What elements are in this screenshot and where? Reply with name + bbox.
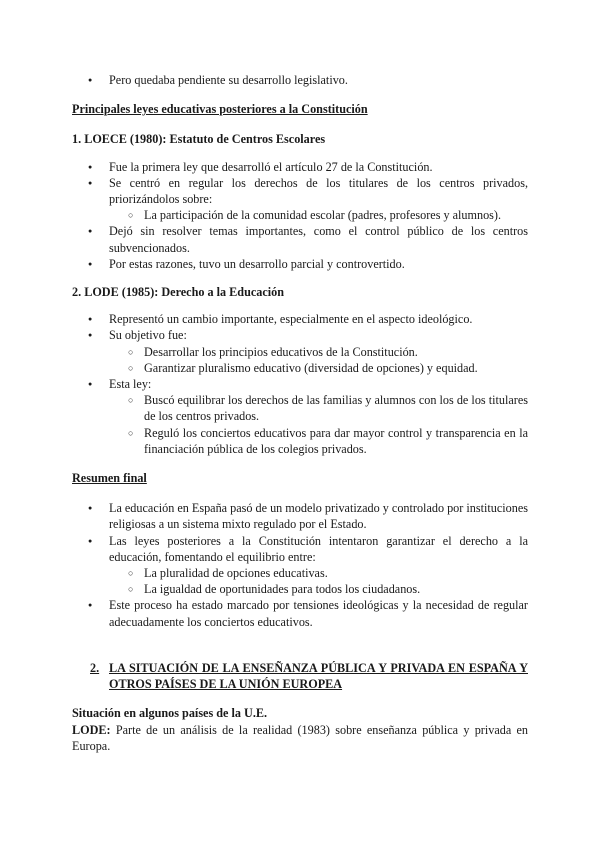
list-item: ● La educación en España pasó de un modelo privatizado y controlado por instituciones religiosas a un sistema mixto regulado por el Estado. — [72, 500, 528, 532]
loece-title: 1. LOECE (1980): Estatuto de Centros Escolares — [72, 132, 326, 147]
sub-list-item: ○ La participación de la comunidad escolar (padres, profesores y alumnos). — [72, 207, 528, 223]
intro-list — [72, 72, 528, 88]
lode-paragraph — [72, 722, 528, 754]
list-item: ● Este proceso ha estado marcado por tensiones ideológicas y la necesidad de regular adecuadamente los conciertos educativos. — [72, 597, 528, 629]
sub-list-item: ○ Buscó equilibrar los derechos de las familias y alumnos con los de los titulares de los centros privados. — [72, 392, 528, 424]
sub-list-item: ○ Garantizar pluralismo educativo (diversidad de opciones) y equidad. — [72, 360, 528, 376]
section-heading-resumen: Resumen final — [72, 471, 147, 486]
loece-list — [72, 159, 528, 272]
section-number: 2. — [90, 660, 100, 675]
sub-list-item: ○ La igualdad de oportunidades para todos los ciudadanos. — [72, 581, 528, 597]
list-item: ● Por estas razones, tuvo un desarrollo parcial y controvertido. — [72, 256, 528, 272]
lode-list — [72, 311, 528, 457]
section-2-heading — [72, 660, 528, 692]
list-item: ● Su objetivo fue: ○ Desarrollar los principios educativos de la Constitución. ○ Garantizar pluralismo educativo (diversidad de opciones) y equidad. — [72, 327, 528, 376]
lode-title: 2. LODE (1985): Derecho a la Educación — [72, 285, 285, 300]
list-item: ● Esta ley: ○ Buscó equilibrar los derechos de las familias y alumnos con los de los titulares de los centros privados. ○ Reguló los conciertos educativos para dar mayor control y transparencia en la financiación pública de los colegios privados. — [72, 376, 528, 457]
section-title: LA SITUACIÓN DE LA ENSEÑANZA PÚBLICA Y PRIVADA EN ESPAÑA Y OTROS PAÍSES DE LA UNIÓN EUROPEA — [109, 660, 528, 692]
sub-list-item: ○ Reguló los conciertos educativos para dar mayor control y transparencia en la financiación pública de los colegios privados. — [72, 425, 528, 457]
document-page — [72, 72, 528, 754]
lode-text: Parte de un análisis de la realidad (1983) sobre enseñanza pública y privada en Europa. — [72, 722, 528, 753]
list-item: ● Las leyes posteriores a la Constitución intentaron garantizar el derecho a la educación, fomentando el equilibrio entre: ○ La pluralidad de opciones educativas. ○ La igualdad de oportunidades para todos los ciudadanos. — [72, 533, 528, 598]
situacion-heading: Situación en algunos países de la U.E. — [72, 706, 268, 721]
sub-list — [109, 565, 528, 597]
resumen-list — [72, 500, 528, 630]
list-item: ● Pero quedaba pendiente su desarrollo legislativo. — [72, 72, 528, 88]
lode-label: LODE: — [72, 722, 111, 737]
section-heading-leyes: Principales leyes educativas posteriores a la Constitución — [72, 102, 368, 117]
sub-list — [109, 392, 528, 457]
list-item: ● Fue la primera ley que desarrolló el artículo 27 de la Constitución. — [72, 159, 528, 175]
sub-list — [109, 207, 528, 223]
list-item: ● Dejó sin resolver temas importantes, como el control público de los centros subvencionados. — [72, 223, 528, 255]
sub-list-item: ○ Desarrollar los principios educativos de la Constitución. — [72, 344, 528, 360]
sub-list-item: ○ La pluralidad de opciones educativas. — [72, 565, 528, 581]
sub-list — [109, 344, 528, 376]
list-item: ● Representó un cambio importante, especialmente en el aspecto ideológico. — [72, 311, 528, 327]
list-item: ● Se centró en regular los derechos de los titulares de los centros privados, priorizándolos sobre: ○ La participación de la comunidad escolar (padres, profesores y alumnos). — [72, 175, 528, 224]
